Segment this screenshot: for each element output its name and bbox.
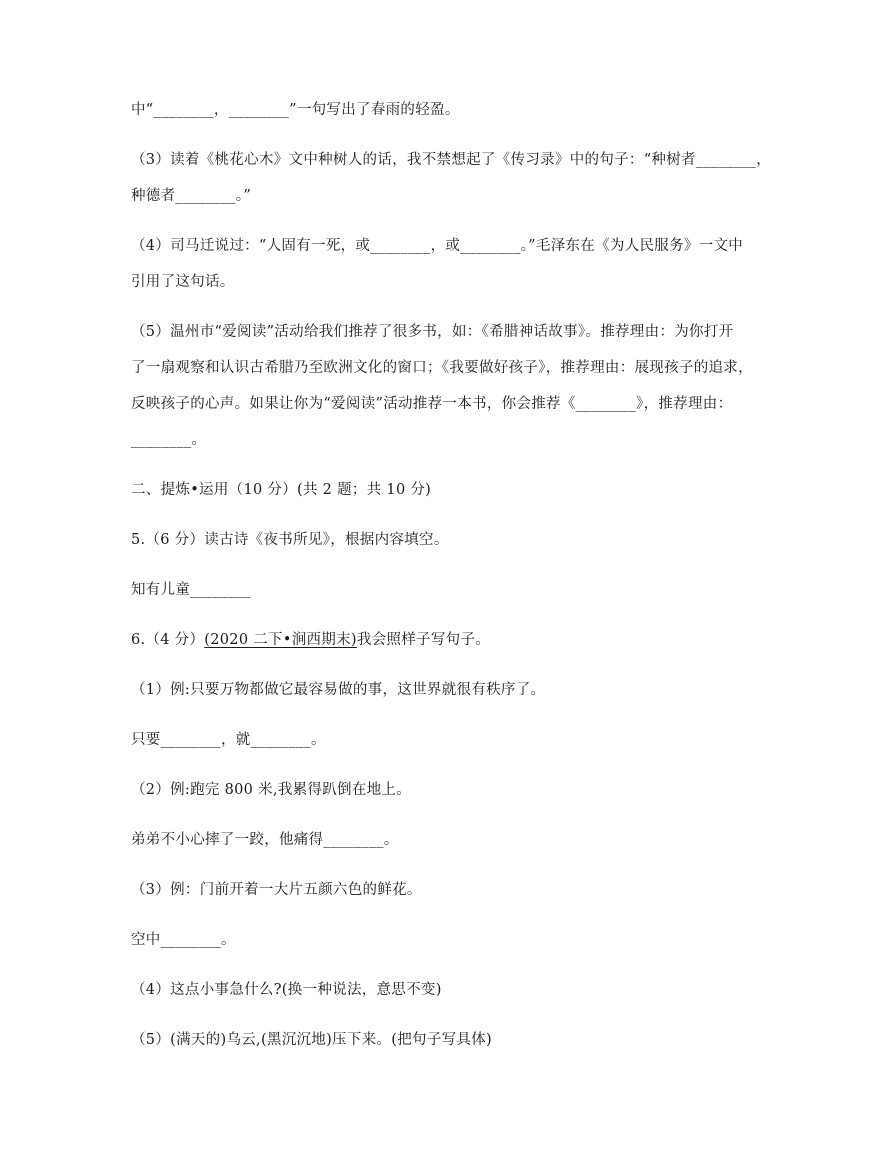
q6-sub2-example: （2）例:跑完 800 米,我累得趴倒在地上。 bbox=[131, 782, 412, 798]
q4-sub5 bbox=[131, 322, 771, 450]
q5-stem: 5.（6 分）读古诗《夜书所见》，根据内容填空。 bbox=[131, 532, 449, 548]
q6-sub3-blank-block bbox=[131, 930, 771, 950]
q6-stem-block bbox=[131, 630, 771, 650]
q5-answer-block bbox=[131, 580, 771, 600]
q4-sub3-line1: （3）读着《桃花心木》文中种树人的话，我不禁想起了《传习录》中的句子：“种树者________， bbox=[131, 152, 772, 168]
q6-source-link[interactable]: (2020 二下•涧西期末) bbox=[204, 632, 357, 648]
q4-sub3 bbox=[131, 150, 771, 206]
q4-continuation bbox=[131, 100, 771, 120]
q6-sub1-blank-block bbox=[131, 730, 771, 750]
q4-sub4-line2: 引用了这句话。 bbox=[131, 274, 235, 290]
q6-prefix: 6.（4 分） bbox=[131, 632, 205, 648]
q4-sub4 bbox=[131, 236, 771, 292]
q6-sub3-blank: 空中________。 bbox=[131, 932, 236, 948]
q6-sub1-blank: 只要________，就________。 bbox=[131, 732, 326, 748]
q6-text: 我会照样子写句子。 bbox=[356, 632, 491, 648]
q6-sub2-blank-block bbox=[131, 830, 771, 850]
q6-sub3-example: （3）例：门前开着一大片五颜六色的鲜花。 bbox=[131, 882, 422, 898]
document-page bbox=[131, 100, 771, 1080]
q4-sub5-line3: 反映孩子的心声。如果让你为“爱阅读”活动推荐一本书，你会推荐《________》，推荐理由： bbox=[131, 396, 733, 412]
q4-sub5-line1: （5）温州市“爱阅读”活动给我们推荐了很多书，如：《希腊神话故事》。推荐理由：为你打开 bbox=[131, 324, 734, 340]
section-heading: 二、提炼•运用（10 分）(共 2 题；共 10 分) bbox=[131, 482, 432, 498]
q6-sub2-blank: 弟弟不小心摔了一跤，他痛得________。 bbox=[131, 832, 399, 848]
q5-stem-block bbox=[131, 530, 771, 550]
q4-cont-line: 中“________，________”一句写出了春雨的轻盈。 bbox=[131, 102, 460, 118]
q6-sub5-block bbox=[131, 1030, 771, 1050]
q6-sub3-example-block bbox=[131, 880, 771, 900]
q5-answer-line: 知有儿童________ bbox=[131, 582, 251, 598]
q6-sub4: （4）这点小事急什么?(换一种说法，意思不变) bbox=[131, 982, 442, 998]
q6-sub4-block bbox=[131, 980, 771, 1000]
q6-sub5: （5）(满天的)乌云,(黑沉沉地)压下来。(把句子写具体) bbox=[131, 1032, 492, 1048]
q6-sub1-example-block bbox=[131, 680, 771, 700]
q6-sub2-example-block bbox=[131, 780, 771, 800]
q4-sub5-line2: 了一扇观察和认识古希腊乃至欧洲文化的窗口；《我要做好孩子》，推荐理由：展现孩子的追求， bbox=[131, 360, 753, 376]
q6-stem bbox=[131, 630, 771, 650]
q6-sub1-example: （1）例:只要万物都做它最容易做的事，这世界就很有秩序了。 bbox=[131, 682, 546, 698]
q4-sub5-line4: ________。 bbox=[131, 432, 207, 448]
q4-sub4-line1: （4）司马迁说过：“人固有一死，或________，或________。”毛泽东在《为人民服务》一文中 bbox=[131, 238, 744, 254]
q4-sub3-line2: 种德者________。” bbox=[131, 188, 252, 204]
section2-heading-block bbox=[131, 480, 771, 500]
